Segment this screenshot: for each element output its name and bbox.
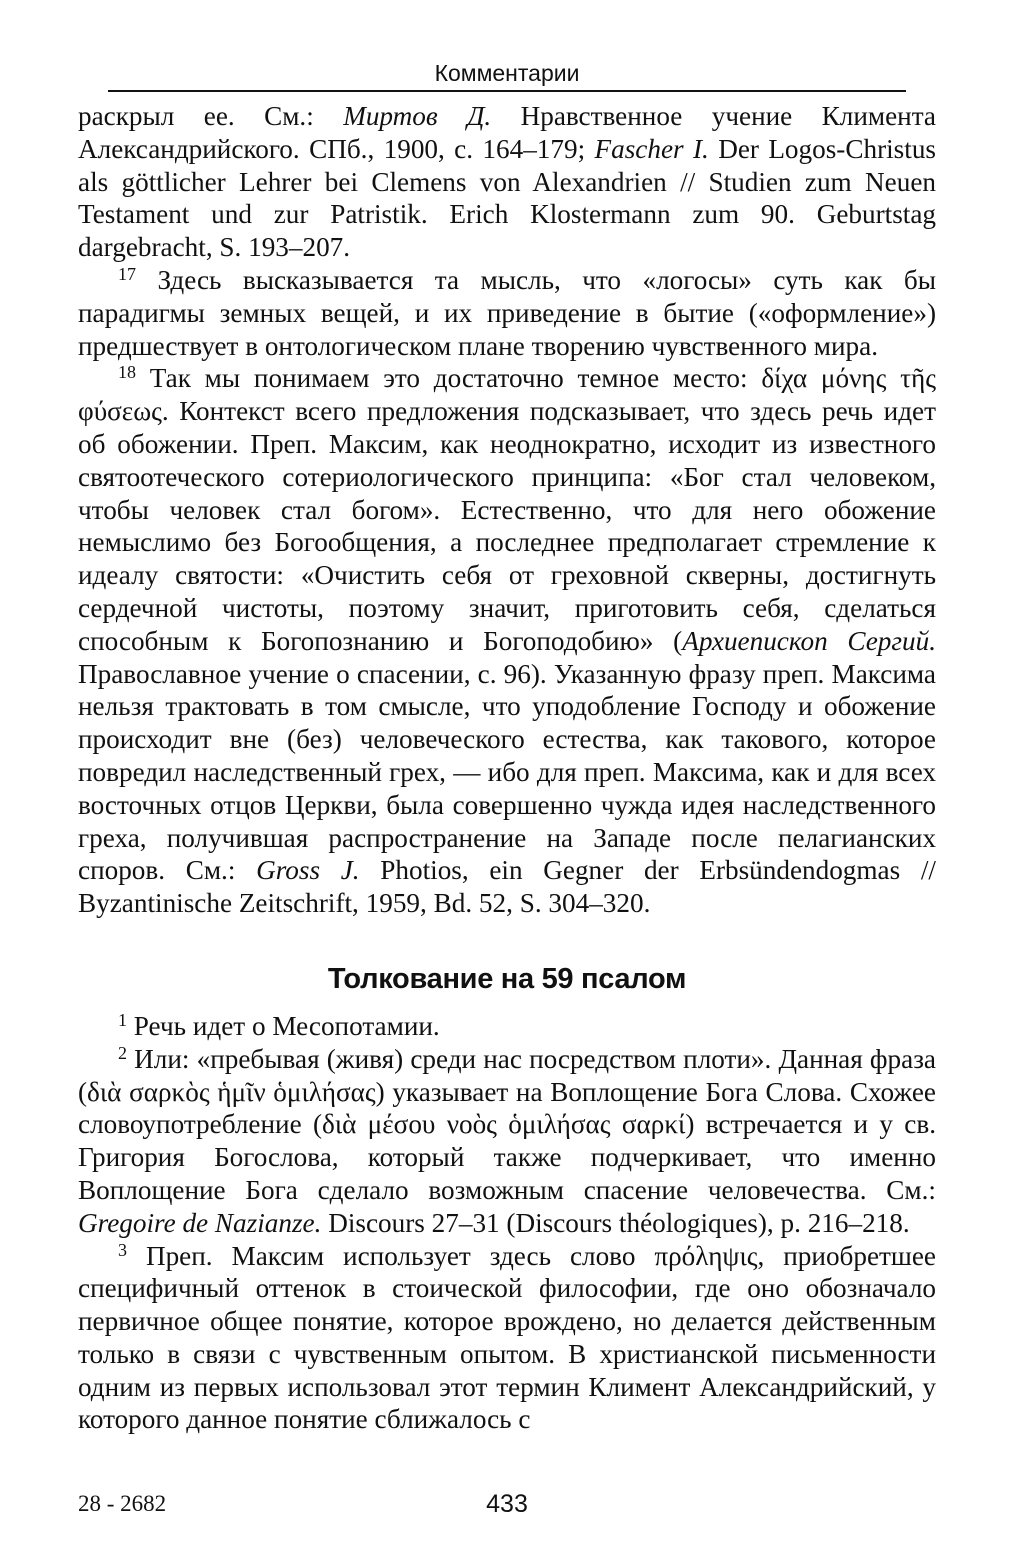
- footnote-18: [78, 362, 936, 920]
- commentary-body: [78, 100, 936, 1436]
- text-run: раскрыл ее. См.:: [78, 101, 344, 131]
- note-2: [78, 1043, 936, 1240]
- author-name: Миртов Д.: [343, 101, 492, 131]
- footnote-number: 2: [118, 1042, 127, 1063]
- footnote-continuation: [78, 100, 936, 264]
- page-number: 433: [486, 1490, 528, 1518]
- text-run: Der Logos-Christus als göttlicher Lehrer bei Clemens von Alexandrien // Studien zum Neuen Testament und zur Patristik. Erich Klostermann zum 90. Geburtstag dargebracht, S. 193–207.: [78, 133, 936, 263]
- text-run: Здесь высказывается та мысль, что «логосы» суть как бы парадигмы земных вещей, и их приведение в бытие («оформление») предшествует в онтологическом плане творению чувственного мира.: [78, 264, 936, 361]
- note-1: [78, 1010, 936, 1043]
- note-3: [78, 1240, 936, 1437]
- printer-signature: 28 - 2682: [78, 1491, 167, 1516]
- author-name: Gregoire de Nazianze.: [78, 1207, 322, 1238]
- text-run: Православное учение о спасении, с. 96). Указанную фразу преп. Максима нельзя трактовать в том смысле, что уподобление Господу и обожение происходит вне (без) человеческого естества, как такового, которое повредил наследственный грех, — ибо для преп. Максима, как и для всех восточных отцов Церкви, была совершенно чужда идея наследственного греха, получившая распространение на Западе после пелагианских споров. См.:: [78, 658, 936, 886]
- text-run: Или: «пребывая (живя) среди нас посредством плоти». Данная фраза (διὰ σαρκὸς ἡμῖν ὁμιλήσας) указывает на Воплощение Бога Слова. Схожее словоупотребление (διὰ μέσου νοὸς ὁμιλήσας σαρκί) встречается и у св. Григория Богослова, который также подчеркивает, что именно Воплощение Бога сделало возможным спасение человечества. См.:: [78, 1043, 936, 1205]
- footnote-number: 18: [118, 362, 136, 383]
- footnote-number: 1: [118, 1009, 127, 1030]
- section-heading: Толкование на 59 псалом: [327, 962, 687, 995]
- text-run: Discours 27–31 (Discours théologiques), p. 216–218.: [321, 1207, 910, 1238]
- page: [78, 60, 936, 1436]
- author-name: Fascher I.: [594, 133, 709, 164]
- footnote-number: 17: [118, 263, 136, 284]
- text-run: Преп. Максим использует здесь слово πρόληψις, приобретшее специфичный оттенок в стоической философии, где оно обозначало первичное общее понятие, которое врождено, но делается действенным только в связи с чувственным опытом. В христианской письменности одним из первых использовал этот термин Климент Александрийский, у которого данное понятие сближалось с: [78, 1240, 936, 1435]
- text-run: Нравственное учение Климента Александрийского. СПб., 1900, с. 164–179;: [78, 101, 936, 164]
- footnote-number: 3: [118, 1239, 127, 1260]
- running-head: Комментарии: [108, 60, 906, 92]
- author-name: Gross J.: [256, 855, 360, 886]
- author-name: Архиепископ Сергий.: [682, 625, 936, 656]
- text-run: Photios, ein Gegner der Erbsündendogmas // Byzantinische Zeitschrift, 1959, Bd. 52, S. 304–320.: [78, 855, 936, 919]
- footnote-17: [78, 264, 936, 362]
- text-run: Речь идет о Месопотамии.: [127, 1010, 440, 1041]
- text-run: Так мы понимаем это достаточно темное место: δίχα μόνης τῆς φύσεως. Контекст всего предложения подсказывает, что здесь речь идет об обожении. Преп. Максим, как неоднократно, исходит из известного святоотеческого сотериологического принципа: «Бог стал человеком, чтобы человек стал богом». Естественно, что для него обожение немыслимо без Богообщения, а последнее предполагает стремление к идеалу святости: «Очистить себя от греховной скверны, достигнуть сердечной чистоты, поэтому значит, приготовить себя, сделаться способным к Богопознанию и Богоподобию» (: [78, 363, 936, 656]
